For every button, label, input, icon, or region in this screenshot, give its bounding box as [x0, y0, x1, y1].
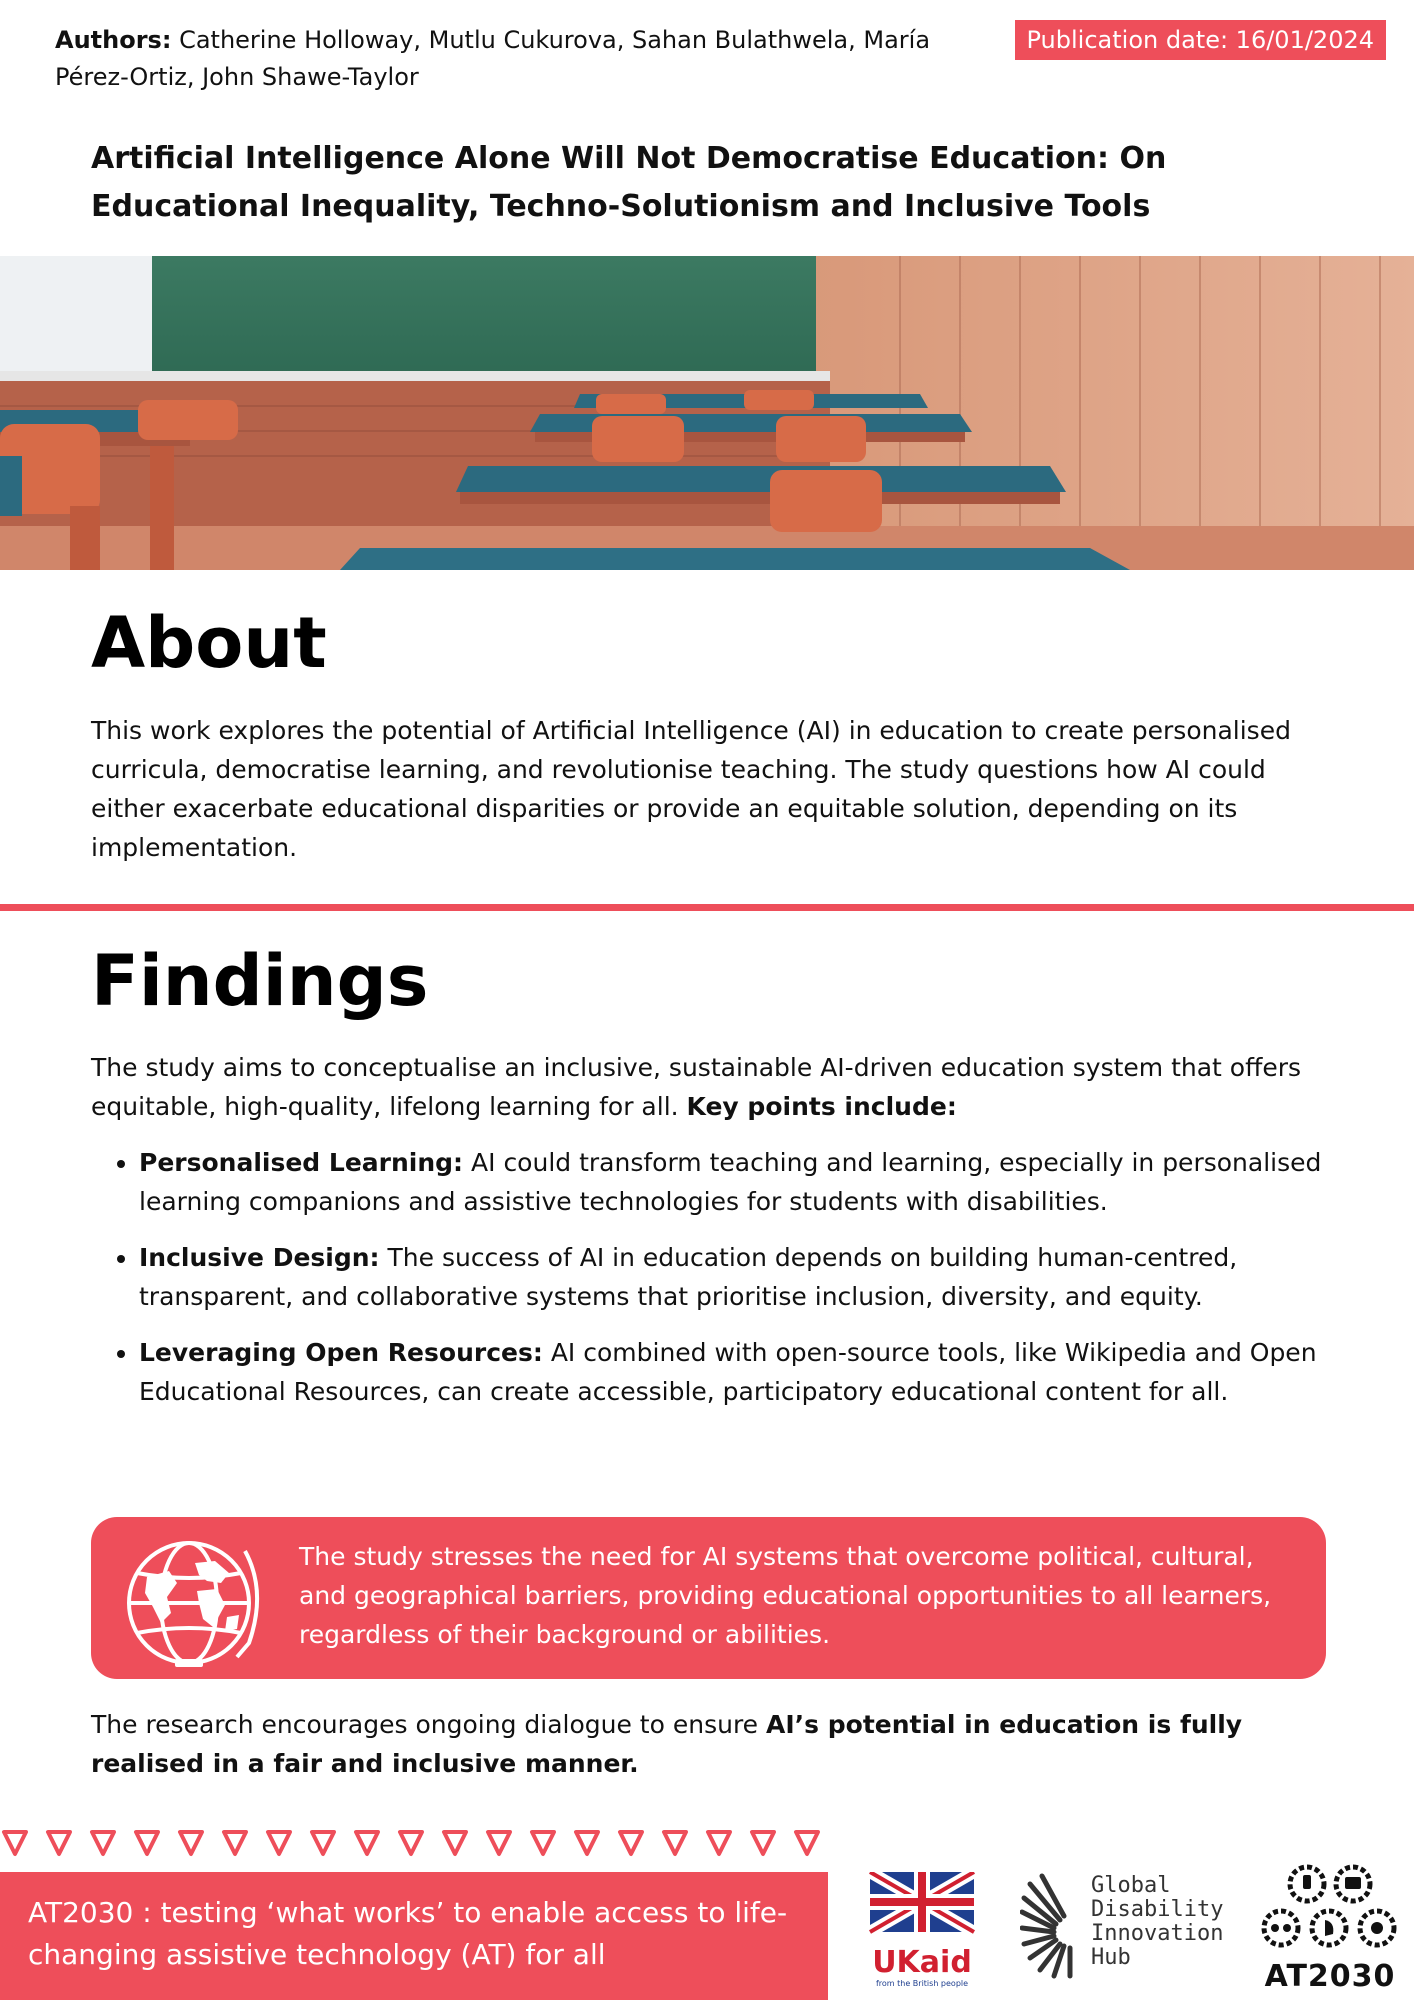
findings-intro: [91, 1048, 1341, 1126]
gdi-line-3: Innovation: [1091, 1921, 1224, 1946]
point-label: Leveraging Open Resources:: [139, 1338, 543, 1367]
ukaid-logo: [862, 1872, 982, 1990]
authors-names: Catherine Holloway, Mutlu Cukurova, Sahan Bulathwela, María Pérez-Ortiz, John Shawe-Taylor: [55, 26, 931, 91]
page-title: Artificial Intelligence Alone Will Not Democratise Education: On Educational Inequality, Techno-Solutionism and Inclusive Tools: [91, 141, 1167, 224]
gdi-line-1: Global: [1091, 1873, 1171, 1898]
gdi-line-2: Disability: [1091, 1897, 1224, 1922]
about-heading: About: [91, 602, 327, 684]
list-item: [139, 1143, 1369, 1221]
gdi-hub-icon: [1020, 1872, 1090, 1982]
union-flag-icon: [862, 1872, 982, 1990]
globe-icon: [117, 1531, 265, 1671]
closing-text: The research encourages ongoing dialogue to ensure: [91, 1710, 759, 1739]
closing-bold: AI’s potential in education is fully realised in a fair and inclusive manner.: [91, 1710, 1243, 1778]
findings-intro-text: The study aims to conceptualise an inclusive, sustainable AI-driven education system that offers equitable, high-quality, lifelong learning for all.: [91, 1053, 1301, 1121]
footer-tagline: AT2030 : testing ‘what works’ to enable access to life-changing assistive technology (AT) for all: [28, 1896, 788, 1971]
findings-intro-bold: Key points include:: [686, 1092, 957, 1121]
point-text: The success of AI in education depends on building human-centred, transparent, and collaborative systems that prioritise inclusion, diversity, and equity.: [139, 1243, 1238, 1311]
point-label: Inclusive Design:: [139, 1243, 380, 1272]
authors-label: Authors:: [55, 26, 172, 54]
gdi-hub-name: [1091, 1874, 1223, 1970]
ukaid-text: UKaid: [872, 1945, 972, 1980]
at2030-label: AT2030: [1264, 1959, 1396, 1994]
classroom-photo: [0, 256, 1414, 570]
callout-box: [91, 1517, 1326, 1679]
gdi-line-4: Hub: [1091, 1945, 1131, 1970]
key-points-list: [91, 1143, 1369, 1428]
section-divider: [0, 904, 1414, 911]
point-label: Personalised Learning:: [139, 1148, 464, 1177]
at2030-logo: [1255, 1862, 1405, 1994]
ukaid-subtext: from the British people: [875, 1979, 969, 1988]
point-text: AI combined with open-source tools, like Wikipedia and Open Educational Resources, can create accessible, participatory educational content for all.: [139, 1338, 1317, 1406]
at2030-icon-cluster: [1255, 1862, 1405, 1958]
authors-line: [55, 22, 955, 96]
footer-banner: [0, 1872, 828, 2000]
list-item: [139, 1238, 1369, 1316]
publication-date-badge: Publication date: 16/01/2024: [1015, 20, 1387, 60]
findings-heading: Findings: [91, 940, 429, 1022]
closing-paragraph: [91, 1705, 1331, 1783]
about-body: This work explores the potential of Artificial Intelligence (AI) in education to create personalised curricula, democratise learning, and revolutionise teaching. The study questions how AI could either exacerbate educational disparities or provide an equitable solution, depending on its implementation.: [91, 716, 1291, 862]
list-item: [139, 1333, 1369, 1411]
gdi-hub-logo: [1016, 1860, 1246, 1980]
callout-text: The study stresses the need for AI systems that overcome political, cultural, and geographical barriers, providing educational opportunities to all learners, regardless of their background or abilities.: [299, 1542, 1272, 1649]
triangle-pattern: [0, 1826, 820, 1860]
point-text: AI could transform teaching and learning, especially in personalised learning companions and assistive technologies for students with disabilities.: [139, 1148, 1322, 1216]
